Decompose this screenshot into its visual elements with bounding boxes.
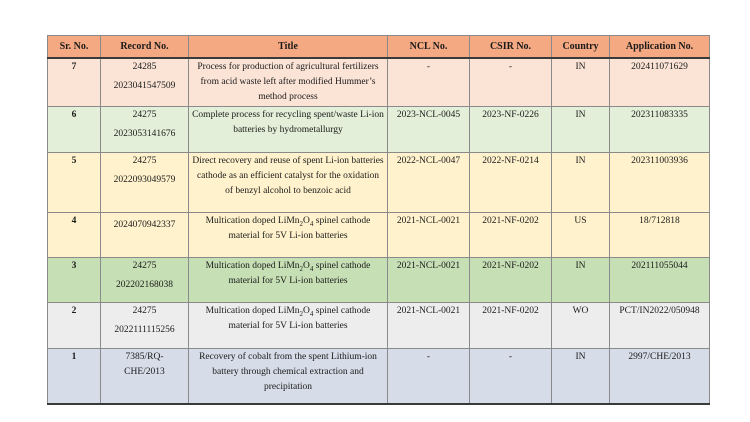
application-no-cell: PCT/IN2022/050948 bbox=[610, 303, 710, 349]
record-no-primary: 7385/RQ-CHE/2013 bbox=[124, 352, 165, 377]
title-text-post: spinel cathode material for 5V Li-ion batteries bbox=[228, 216, 371, 241]
table-row bbox=[48, 213, 710, 258]
record-no-cell bbox=[101, 153, 189, 213]
country-cell: IN bbox=[552, 58, 610, 107]
csir-no-cell: 2021-NF-0202 bbox=[470, 213, 552, 258]
record-no-secondary: 2023041547509 bbox=[113, 81, 176, 91]
header-row bbox=[48, 36, 710, 59]
sr-no-cell: 6 bbox=[48, 107, 101, 153]
country-cell: US bbox=[552, 213, 610, 258]
country-cell: WO bbox=[552, 303, 610, 349]
country-cell: IN bbox=[552, 153, 610, 213]
application-no-cell: 202311003936 bbox=[610, 153, 710, 213]
csir-no-cell: 2021-NF-0202 bbox=[470, 303, 552, 349]
title-text-post: spinel cathode material for 5V Li-ion batteries bbox=[228, 306, 371, 331]
record-no-cell bbox=[101, 213, 189, 258]
application-no-cell: 202311083335 bbox=[610, 107, 710, 153]
sr-no-cell: 5 bbox=[48, 153, 101, 213]
title-text-mid: O bbox=[303, 216, 310, 226]
header-country: Country bbox=[552, 36, 610, 59]
title-text-post: spinel cathode material for 5V Li-ion batteries bbox=[228, 261, 371, 286]
header-title: Title bbox=[189, 36, 388, 59]
title-text-pre: Multication doped LiMn bbox=[205, 306, 300, 316]
sr-no-cell: 3 bbox=[48, 258, 101, 303]
record-no-cell bbox=[101, 107, 189, 153]
csir-no-cell: - bbox=[470, 349, 552, 405]
ncl-no-cell: - bbox=[388, 58, 470, 107]
application-no-cell: 18/712818 bbox=[610, 213, 710, 258]
record-no-cell bbox=[101, 303, 189, 349]
title-cell: Process for production of agricultural fertilizers from acid waste left after modified Hummer’s method process bbox=[189, 58, 388, 107]
title-cell: Complete process for recycling spent/waste Li-ion batteries by hydrometallurgy bbox=[189, 107, 388, 153]
sr-no-cell: 1 bbox=[48, 349, 101, 405]
record-no-cell bbox=[101, 258, 189, 303]
title-text-mid: O bbox=[303, 306, 310, 316]
title-cell bbox=[189, 213, 388, 258]
record-no-primary: 24275 bbox=[132, 156, 157, 166]
title-subscript-b: 4 bbox=[309, 264, 314, 273]
application-no-cell: 202411071629 bbox=[610, 58, 710, 107]
header-csir-no: CSIR No. bbox=[470, 36, 552, 59]
header-application-no: Application No. bbox=[610, 36, 710, 59]
csir-no-cell: 2021-NF-0202 bbox=[470, 258, 552, 303]
country-cell: IN bbox=[552, 349, 610, 405]
title-text-pre: Multication doped LiMn bbox=[205, 261, 300, 271]
sr-no-cell: 2 bbox=[48, 303, 101, 349]
record-no-secondary: 2022093049579 bbox=[113, 175, 176, 185]
table-row bbox=[48, 303, 710, 349]
table-row bbox=[48, 58, 710, 107]
header-ncl-no: NCL No. bbox=[388, 36, 470, 59]
table-row bbox=[48, 107, 710, 153]
title-subscript-a: 2 bbox=[299, 264, 304, 273]
header-record-no: Record No. bbox=[101, 36, 189, 59]
record-no-primary: 24285 bbox=[132, 62, 157, 72]
ncl-no-cell: 2023-NCL-0045 bbox=[388, 107, 470, 153]
ncl-no-cell: 2021-NCL-0021 bbox=[388, 258, 470, 303]
ncl-no-cell: 2021-NCL-0021 bbox=[388, 213, 470, 258]
sr-no-cell: 7 bbox=[48, 58, 101, 107]
country-cell: IN bbox=[552, 258, 610, 303]
title-cell bbox=[189, 258, 388, 303]
ncl-no-cell: 2021-NCL-0021 bbox=[388, 303, 470, 349]
record-no-primary: 24275 bbox=[132, 110, 157, 120]
title-cell: Recovery of cobalt from the spent Lithium-ion battery through chemical extraction and precipitation bbox=[189, 349, 388, 405]
record-no-cell bbox=[101, 58, 189, 107]
table-row bbox=[48, 349, 710, 405]
title-subscript-a: 2 bbox=[299, 219, 304, 228]
title-subscript-b: 4 bbox=[309, 309, 314, 318]
application-no-cell: 2997/CHE/2013 bbox=[610, 349, 710, 405]
record-no-secondary: 202202168038 bbox=[116, 280, 173, 290]
sr-no-cell: 4 bbox=[48, 213, 101, 258]
table-row bbox=[48, 258, 710, 303]
records-table bbox=[47, 35, 710, 405]
title-subscript-b: 4 bbox=[309, 219, 314, 228]
header-sr-no: Sr. No. bbox=[48, 36, 101, 59]
record-no-secondary: 2024070942337 bbox=[113, 220, 176, 230]
title-text-pre: Multication doped LiMn bbox=[205, 216, 300, 226]
country-cell: IN bbox=[552, 107, 610, 153]
record-no-primary: 24275 bbox=[132, 306, 157, 316]
csir-no-cell: 2022-NF-0214 bbox=[470, 153, 552, 213]
record-no-secondary: 2023053141676 bbox=[113, 129, 176, 139]
table-row bbox=[48, 153, 710, 213]
record-no-secondary: 2022111115256 bbox=[114, 325, 175, 335]
title-subscript-a: 2 bbox=[299, 309, 304, 318]
ncl-no-cell: - bbox=[388, 349, 470, 405]
title-text-mid: O bbox=[303, 261, 310, 271]
record-no-cell bbox=[101, 349, 189, 405]
ncl-no-cell: 2022-NCL-0047 bbox=[388, 153, 470, 213]
csir-no-cell: - bbox=[470, 58, 552, 107]
application-no-cell: 202111055044 bbox=[610, 258, 710, 303]
csir-no-cell: 2023-NF-0226 bbox=[470, 107, 552, 153]
title-cell: Direct recovery and reuse of spent Li-ion batteries cathode as an efficient catalyst for the oxidation of benzyl alcohol to benzoic acid bbox=[189, 153, 388, 213]
title-cell bbox=[189, 303, 388, 349]
record-no-primary: 24275 bbox=[132, 261, 157, 271]
